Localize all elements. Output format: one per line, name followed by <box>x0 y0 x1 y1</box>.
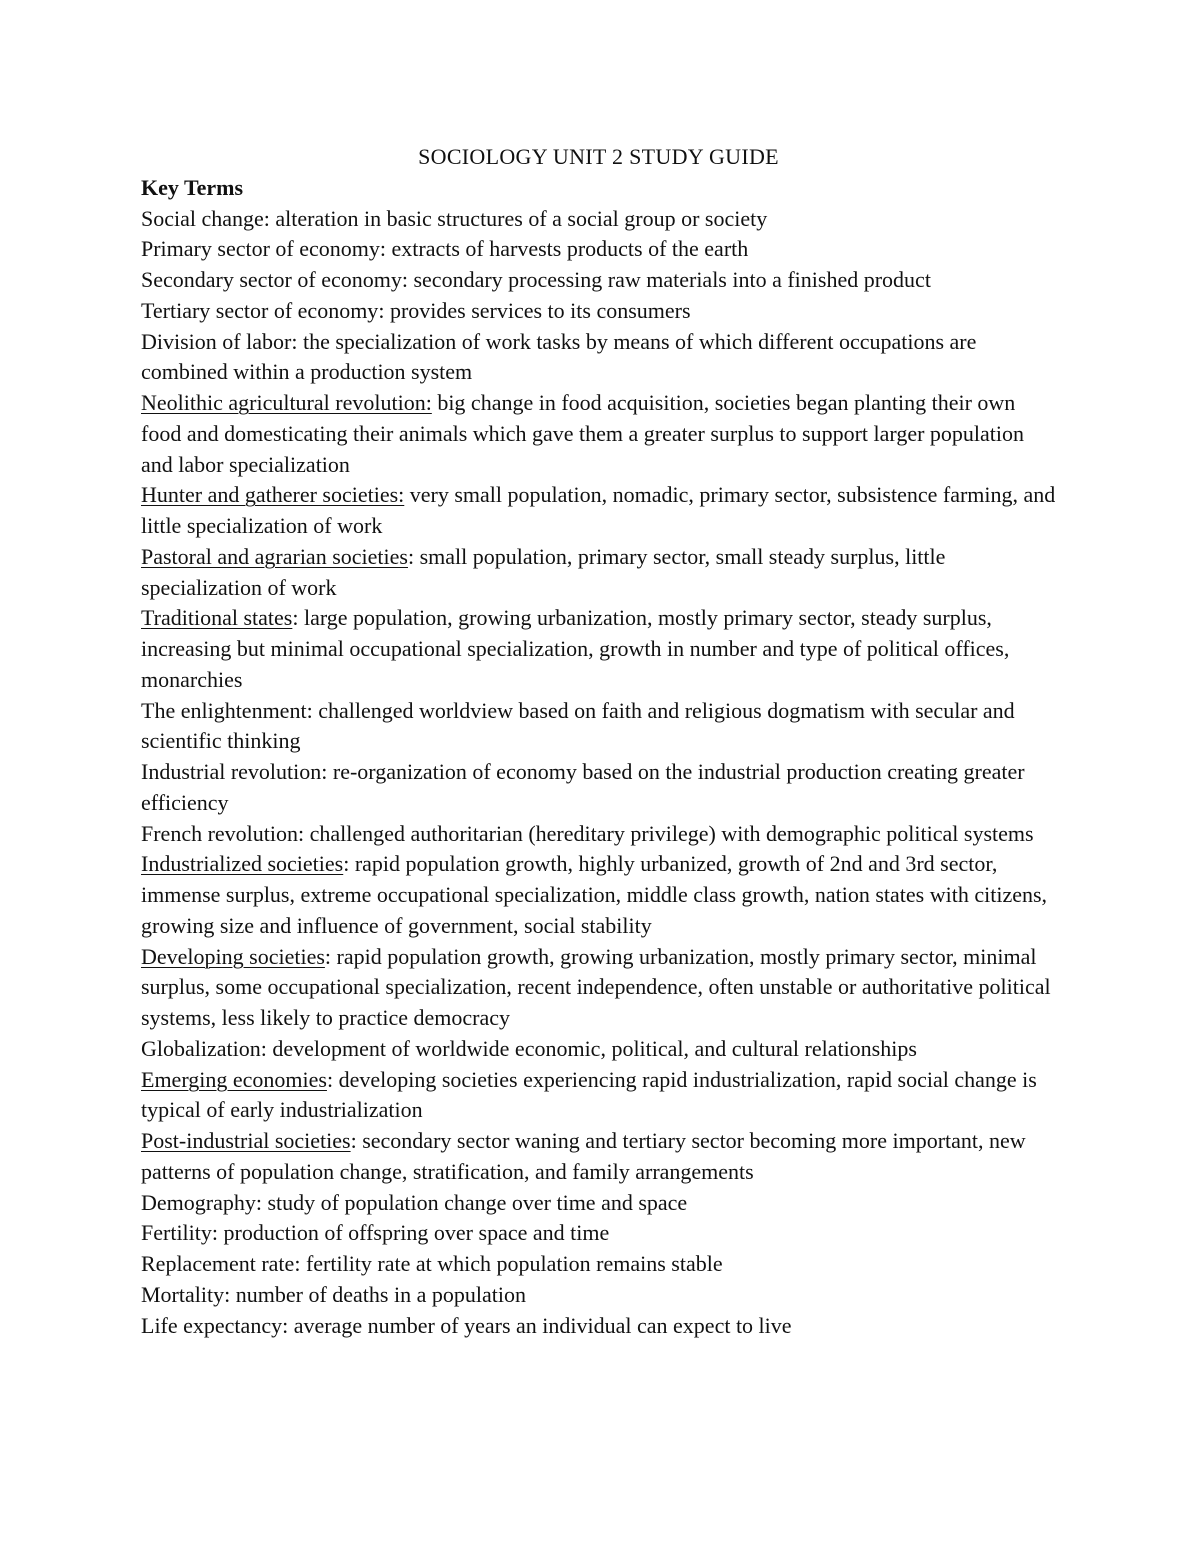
term-separator: : <box>407 543 415 569</box>
term-label: Pastoral and agrarian societies <box>141 543 408 569</box>
term-definition: number of deaths in a population <box>230 1281 526 1307</box>
term-separator: : <box>260 1035 267 1061</box>
term-definition: production of offspring over space and time <box>218 1220 610 1246</box>
term-definition: provides services to its consumers <box>384 297 691 323</box>
term-label: Primary sector of economy <box>141 236 380 262</box>
term-definition: rapid population growth, highly urbanized, growth of 2nd and 3rd sector, immense surplus, extreme occupational specialization, middle class growth, nation states with citizens, growing size and influence of government, social stability <box>141 851 1048 938</box>
term-definition: alteration in basic structures of a social group or society <box>269 205 768 231</box>
term-definition: challenged authoritarian (hereditary privilege) with demographic political systems <box>304 820 1034 846</box>
term-entry-social-change <box>141 204 1056 235</box>
term-entry-tertiary-sector <box>141 296 1056 327</box>
term-entry-division-of-labor <box>141 327 1056 389</box>
term-entry-fertility <box>141 1218 1056 1249</box>
term-separator: : <box>324 943 332 969</box>
term-label: Demography <box>141 1189 256 1215</box>
term-separator: : <box>294 1251 301 1276</box>
term-separator: : <box>401 267 408 292</box>
term-entry-industrialized-societies <box>141 849 1056 941</box>
term-entry-french-revolution <box>141 819 1056 850</box>
term-label: Secondary sector of economy <box>141 267 402 292</box>
term-separator: : <box>306 697 313 723</box>
term-definition: average number of years an individual can expect to live <box>288 1312 792 1338</box>
term-entry-demography <box>141 1188 1056 1219</box>
term-entry-replacement-rate <box>141 1249 1056 1280</box>
term-entry-globalization <box>141 1034 1056 1065</box>
term-label: Hunter and gatherer societies: <box>141 482 405 508</box>
term-separator: : <box>378 297 385 323</box>
term-separator: : <box>350 1128 357 1153</box>
term-definition: re-organization of economy based on the industrial production creating greater efficiency <box>141 759 1025 815</box>
term-separator: : <box>255 1189 262 1215</box>
term-definition: very small population, nomadic, primary sector, subsistence farming, and little specialization of work <box>141 482 1056 538</box>
term-separator: : <box>211 1220 219 1246</box>
term-separator: : <box>343 851 350 877</box>
term-definition: rapid population growth, growing urbanization, mostly primary sector, minimal surplus, some occupational specialization, recent independence, often unstable or authoritative political systems, less likely to practice democracy <box>141 943 1051 1030</box>
term-entry-pastoral-agrarian <box>141 542 1056 604</box>
term-label: Division of labor <box>141 328 292 354</box>
term-separator: : <box>291 328 298 354</box>
term-label: Replacement rate <box>141 1251 295 1276</box>
term-definition: development of worldwide economic, political, and cultural relationships <box>266 1035 917 1061</box>
section-heading-key-terms: Key Terms <box>141 174 244 200</box>
term-entry-emerging-economies <box>141 1065 1056 1127</box>
document-title: SOCIOLOGY UNIT 2 STUDY GUIDE <box>418 144 779 169</box>
term-definition: secondary processing raw materials into a finished product <box>407 267 931 292</box>
term-label: Industrial revolution <box>141 759 322 784</box>
term-label: Neolithic agricultural revolution: <box>141 390 432 415</box>
term-separator: : <box>263 205 270 231</box>
term-entry-neolithic-revolution <box>141 388 1056 480</box>
term-entry-primary-sector <box>141 234 1056 265</box>
term-definition: the specialization of work tasks by means of which different occupations are combined within a production system <box>141 328 977 385</box>
term-separator: : <box>326 1066 334 1092</box>
term-label: Emerging economies <box>141 1066 327 1092</box>
term-definition: large population, growing urbanization, mostly primary sector, steady surplus, increasing but minimal occupational specialization, growth in number and type of political offices, monarchies <box>141 605 1010 692</box>
term-entry-developing-societies <box>141 942 1056 1034</box>
document-body <box>141 142 1056 1341</box>
term-definition: fertility rate at which population remains stable <box>300 1251 723 1276</box>
term-definition: extracts of harvests products of the earth <box>386 236 749 262</box>
term-separator: : <box>224 1281 231 1307</box>
term-entry-hunter-gatherer <box>141 480 1056 542</box>
term-label: Developing societies <box>141 943 325 969</box>
term-label: French revolution <box>141 820 299 846</box>
term-entry-mortality <box>141 1280 1056 1311</box>
term-entry-life-expectancy <box>141 1311 1056 1342</box>
term-label: Life expectancy <box>141 1312 283 1338</box>
term-label: Globalization <box>141 1035 261 1061</box>
term-definition: secondary sector waning and tertiary sector becoming more important, new patterns of population change, stratification, and family arrangements <box>141 1128 1026 1184</box>
term-entry-post-industrial-societies <box>141 1126 1056 1188</box>
term-label: The enlightenment <box>141 697 307 723</box>
term-entry-industrial-revolution <box>141 757 1056 819</box>
term-definition: developing societies experiencing rapid industrialization, rapid social change is typical of early industrialization <box>141 1066 1037 1123</box>
term-label: Traditional states <box>141 605 293 631</box>
term-separator: : <box>298 820 305 846</box>
term-definition: challenged worldview based on faith and religious dogmatism with secular and scientific thinking <box>141 697 1015 754</box>
term-entry-traditional-states <box>141 603 1056 695</box>
term-entry-enlightenment <box>141 696 1056 758</box>
term-label: Social change <box>141 205 264 231</box>
term-definition: big change in food acquisition, societies began planting their own food and domesticating their animals which gave them a greater surplus to support larger population and labor specialization <box>141 390 1025 477</box>
term-label: Industrialized societies <box>141 851 344 877</box>
term-separator: : <box>282 1312 289 1338</box>
term-entry-secondary-sector <box>141 265 1056 296</box>
term-separator: : <box>292 605 299 631</box>
term-label: Post-industrial societies <box>141 1128 351 1153</box>
term-label: Fertility <box>141 1220 212 1246</box>
term-definition: small population, primary sector, small steady surplus, little specialization of work <box>141 543 946 600</box>
term-label: Mortality <box>141 1281 225 1307</box>
term-separator: : <box>379 236 386 262</box>
term-definition: study of population change over time and space <box>261 1189 688 1215</box>
term-separator: : <box>321 759 328 784</box>
term-label: Tertiary sector of economy <box>141 297 379 323</box>
